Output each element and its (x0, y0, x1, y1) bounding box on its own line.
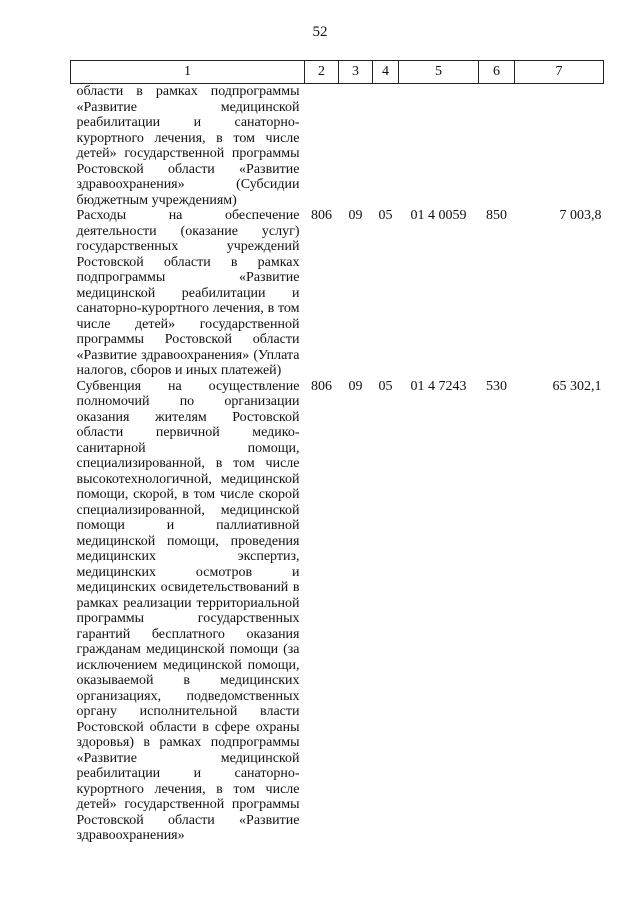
column-header-5: 5 (399, 61, 479, 84)
cell-subsection (373, 84, 399, 209)
cell-subsection: 05 (378, 208, 393, 223)
cell-section (339, 84, 373, 209)
cell-section: 09 (348, 378, 363, 394)
table-row (71, 208, 604, 379)
column-header-1: 1 (71, 61, 305, 84)
table-row (71, 379, 604, 844)
cell-ministry-code: 806 (311, 378, 332, 394)
row-description: Расходы на обеспечение деятельности (оказание услуг) государственных учреждений Ростовской области в рамках подпрограммы «Развитие медицинской реабилитации и санаторно-курортного лечения, в том числе детей» государственной программы Ростовской области «Развитие здравоохранения» (Уплата налогов, сборов и иных платежей) (76, 208, 300, 378)
cell-expense-type: 850 (486, 208, 507, 223)
cell-amount: 65 302,1 (552, 378, 602, 394)
cell-ministry-code (305, 84, 339, 209)
column-header-4: 4 (373, 61, 399, 84)
table-row (71, 84, 604, 209)
cell-section: 09 (348, 208, 363, 223)
row-description: области в рамках подпрограммы «Развитие медицинской реабилитации и санаторно-курортного лечения, в том числе детей» государственной программы Ростовской области «Развитие здравоохранения» (Субсидии бюджетным учреждениям) (76, 84, 300, 208)
cell-ministry-code: 806 (311, 208, 332, 223)
table-body (71, 84, 604, 844)
cell-target-article (399, 84, 479, 209)
cell-target-article: 01 4 7243 (410, 378, 467, 394)
table-header (71, 61, 604, 84)
budget-table (70, 60, 604, 844)
cell-expense-type (479, 84, 515, 209)
column-header-3: 3 (339, 61, 373, 84)
column-header-6: 6 (479, 61, 515, 84)
cell-subsection: 05 (378, 378, 393, 394)
page-number: 52 (312, 24, 328, 40)
cell-expense-type: 530 (486, 378, 507, 394)
column-header-7: 7 (515, 61, 604, 84)
column-header-2: 2 (305, 61, 339, 84)
cell-amount: 7 003,8 (559, 208, 602, 223)
row-description: Субвенция на осуществление полномочий по организации оказания жителям Ростовской области первичной медико-санитарной помощи, специализированной, в том числе высокотехнологичной, медицинской помощи, скорой, в том числе скорой специализированной, медицинской помощи и паллиативной медицинской помощи, проведения медицинских экспертиз, медицинских осмотров и медицинских освидетельствований в рамках реализации территориальной программы государственных гарантий бесплатного оказания гражданам медицинской помощи (за исключением медицинской помощи, оказываемой в медицинских организациях, подведомственных органу исполнительной власти Ростовской области в сфере охраны здоровья) в рамках подпрограммы «Развитие медицинской реабилитации и санаторно-курортного лечения, в том числе детей» государственной программы Ростовской области «Развитие здравоохранения» (76, 378, 300, 843)
cell-amount (515, 84, 604, 209)
header-row (71, 61, 604, 84)
cell-target-article: 01 4 0059 (410, 208, 467, 223)
